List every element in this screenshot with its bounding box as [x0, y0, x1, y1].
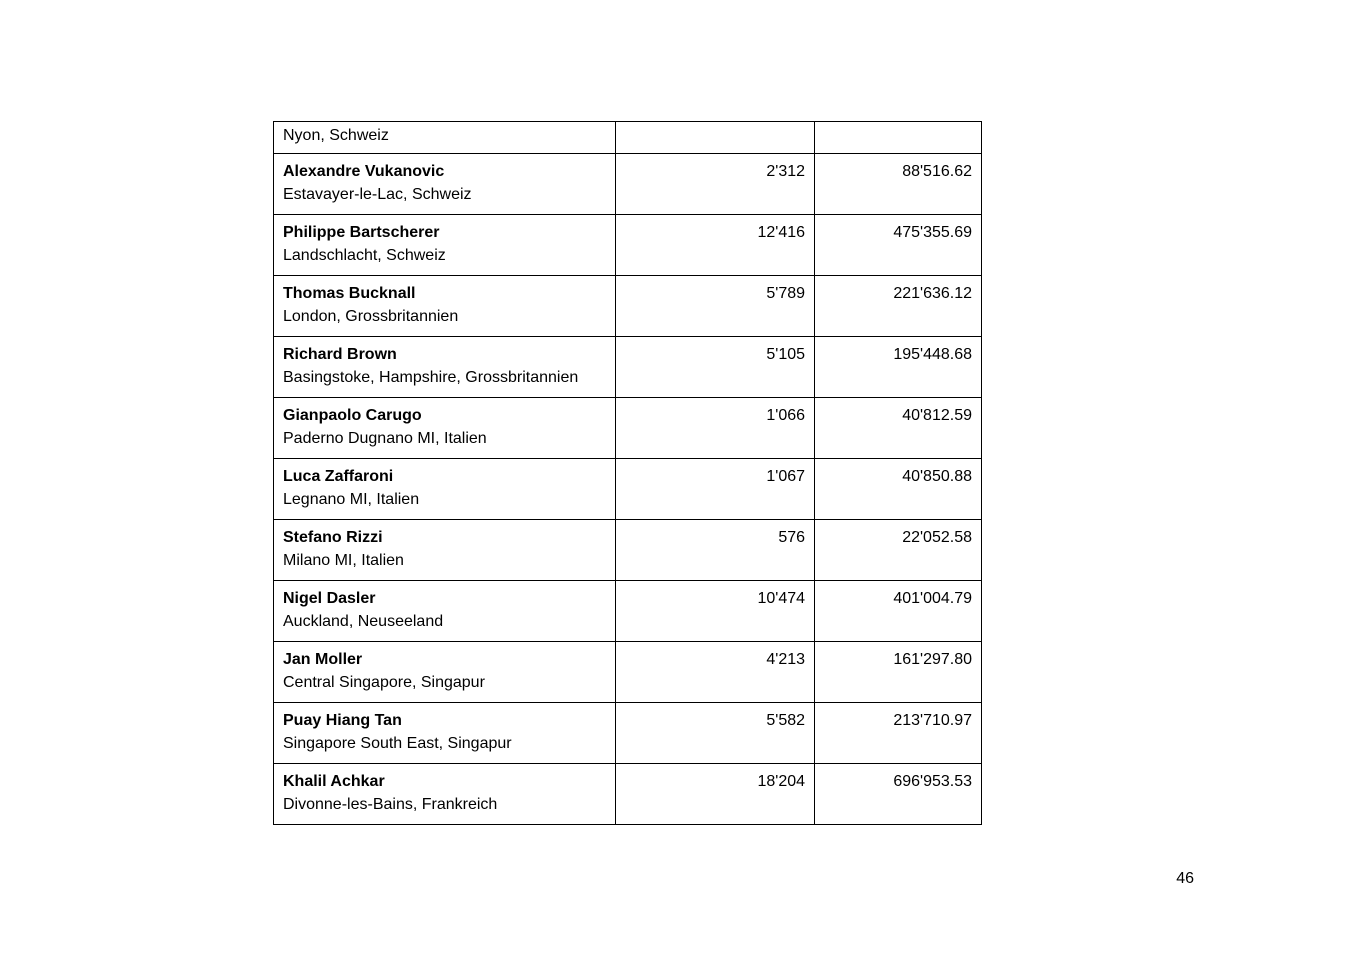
table-row [274, 581, 982, 642]
table-row [274, 215, 982, 276]
person-name: Thomas Bucknall [283, 285, 416, 302]
name-cell [274, 520, 616, 581]
location-text: Central Singapore, Singapur [283, 674, 485, 691]
shares-cell: 5'789 [615, 276, 814, 337]
shares-cell: 5'582 [615, 703, 814, 764]
name-cell [274, 337, 616, 398]
shares-cell: 2'312 [615, 154, 814, 215]
table-row [274, 122, 982, 154]
shareholder-table [273, 121, 982, 825]
name-cell [274, 459, 616, 520]
shares-cell: 12'416 [615, 215, 814, 276]
shares-cell: 1'066 [615, 398, 814, 459]
amount-cell: 475'355.69 [815, 215, 982, 276]
shares-cell: 1'067 [615, 459, 814, 520]
table-row [274, 459, 982, 520]
table-row [274, 764, 982, 825]
amount-cell [815, 122, 982, 154]
name-cell [274, 764, 616, 825]
table-row [274, 642, 982, 703]
amount-cell: 401'004.79 [815, 581, 982, 642]
amount-cell: 161'297.80 [815, 642, 982, 703]
location-text: Auckland, Neuseeland [283, 613, 444, 630]
person-name: Gianpaolo Carugo [283, 407, 422, 424]
shares-cell: 5'105 [615, 337, 814, 398]
shares-cell: 10'474 [615, 581, 814, 642]
table-row [274, 276, 982, 337]
amount-cell: 40'850.88 [815, 459, 982, 520]
name-cell [274, 581, 616, 642]
location-text: Milano MI, Italien [283, 552, 404, 569]
shares-cell: 576 [615, 520, 814, 581]
person-name: Puay Hiang Tan [283, 712, 402, 729]
person-name: Philippe Bartscherer [283, 224, 440, 241]
amount-cell: 88'516.62 [815, 154, 982, 215]
table-row [274, 520, 982, 581]
location-text: Basingstoke, Hampshire, Grossbritannien [283, 369, 579, 386]
name-cell [274, 122, 616, 154]
name-cell [274, 154, 616, 215]
name-cell [274, 642, 616, 703]
location-text: Landschlacht, Schweiz [283, 247, 446, 264]
table-row [274, 154, 982, 215]
location-text: London, Grossbritannien [283, 308, 459, 325]
person-name: Luca Zaffaroni [283, 468, 394, 485]
amount-cell: 213'710.97 [815, 703, 982, 764]
person-name: Khalil Achkar [283, 773, 385, 790]
name-cell [274, 703, 616, 764]
name-cell [274, 398, 616, 459]
person-name: Richard Brown [283, 346, 397, 363]
location-text: Legnano MI, Italien [283, 491, 420, 508]
location-text: Singapore South East, Singapur [283, 735, 512, 752]
amount-cell: 221'636.12 [815, 276, 982, 337]
name-cell [274, 215, 616, 276]
amount-cell: 696'953.53 [815, 764, 982, 825]
location-text: Paderno Dugnano MI, Italien [283, 430, 487, 447]
table-body [274, 122, 982, 825]
shares-cell: 4'213 [615, 642, 814, 703]
table-row [274, 703, 982, 764]
name-cell [274, 276, 616, 337]
amount-cell: 40'812.59 [815, 398, 982, 459]
person-name: Nigel Dasler [283, 590, 376, 607]
amount-cell: 195'448.68 [815, 337, 982, 398]
table-row [274, 398, 982, 459]
amount-cell: 22'052.58 [815, 520, 982, 581]
shares-cell [615, 122, 814, 154]
table-row [274, 337, 982, 398]
location-text: Divonne-les-Bains, Frankreich [283, 796, 498, 813]
person-name: Jan Moller [283, 651, 363, 668]
person-name: Stefano Rizzi [283, 529, 383, 546]
page-number: 46 [1176, 870, 1194, 887]
location-text: Estavayer-le-Lac, Schweiz [283, 186, 472, 203]
shares-cell: 18'204 [615, 764, 814, 825]
location-text: Nyon, Schweiz [283, 127, 389, 144]
person-name: Alexandre Vukanovic [283, 163, 445, 180]
